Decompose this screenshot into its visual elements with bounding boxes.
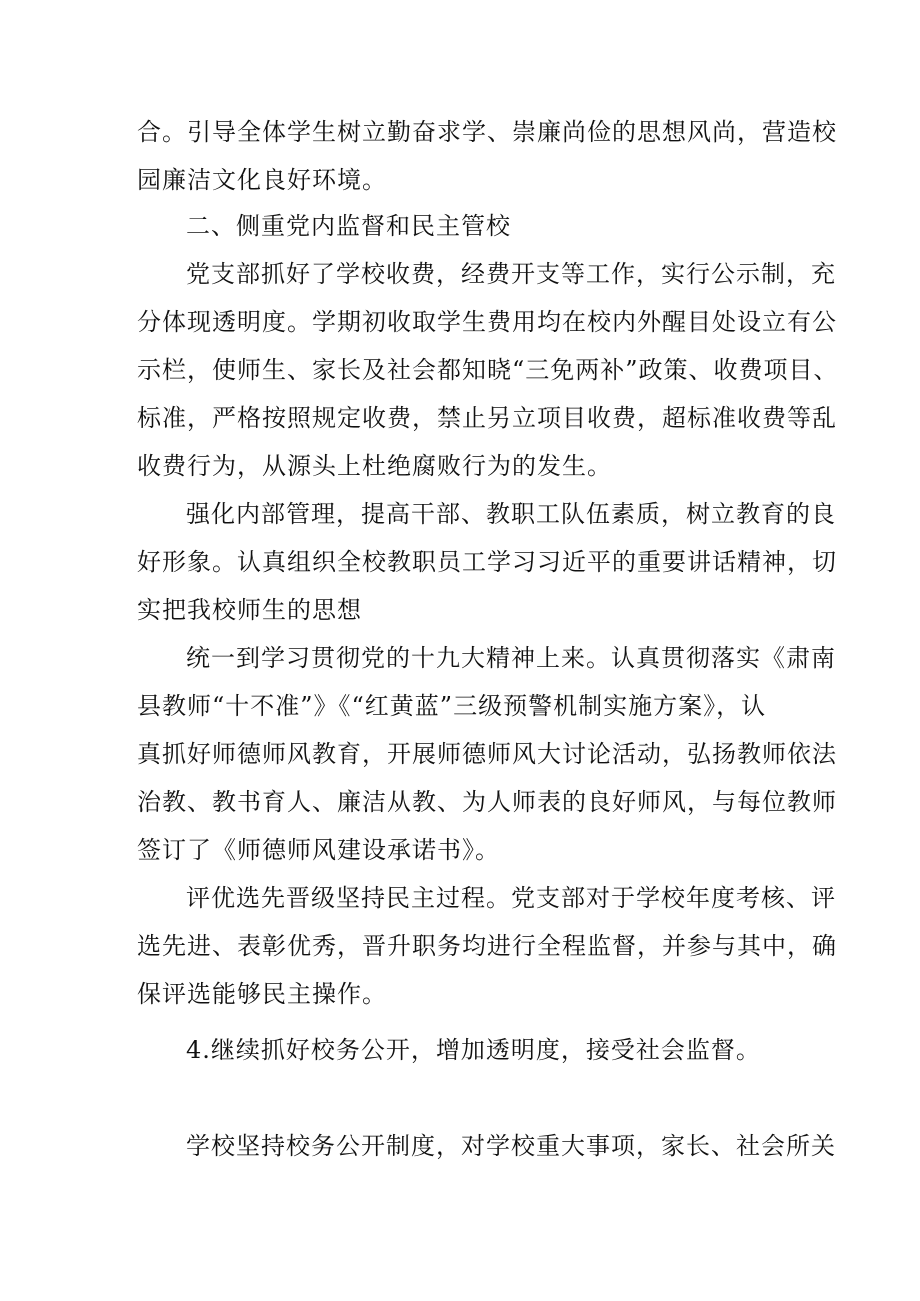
- text-line: 示栏，使师生、家长及社会都知晓“三免两补”政策、收费项目、: [137, 356, 839, 384]
- numbered-heading: 4.继续抓好校务公开，增加透明度，接受社会监督。: [186, 1036, 761, 1064]
- text-line: 评优选先晋级坚持民主过程。党支部对于学校年度考核、评: [186, 884, 836, 912]
- text-line: 标准，严格按照规定收费，禁止另立项目收费，超标准收费等乱: [137, 404, 837, 432]
- text-line: 实把我校师生的思想: [137, 596, 362, 624]
- text-line: 治教、教书育人、廉洁从教、为人师表的良好师风，与每位教师: [137, 788, 837, 816]
- text-line: 强化内部管理，提高干部、教职工队伍素质，树立教育的良: [186, 500, 836, 528]
- text-line: 真抓好师德师风教育，开展师德师风大讨论活动，弘扬教师依法: [137, 740, 837, 768]
- text-line: 党支部抓好了学校收费，经费开支等工作，实行公示制，充: [186, 260, 836, 288]
- text-line: 选先进、表彰优秀，晋升职务均进行全程监督，并参与其中，确: [137, 932, 837, 960]
- section-heading: 二、侧重党内监督和民主管校: [186, 212, 511, 240]
- text-line: 分体现透明度。学期初收取学生费用均在校内外醒目处设立有公: [137, 308, 837, 336]
- text-line: 园廉洁文化良好环境。: [137, 166, 387, 194]
- text-line: 统一到学习贯彻党的十九大精神上来。认真贯彻落实《肃南: [186, 644, 836, 672]
- text-line: 合。引导全体学生树立勤奋求学、崇廉尚俭的思想风尚，营造校: [137, 118, 837, 146]
- text-line: 好形象。认真组织全校教职员工学习习近平的重要讲话精神，切: [137, 548, 837, 576]
- text-line: 签订了《师德师风建设承诺书》。: [137, 836, 500, 864]
- text-line: 保评选能够民主操作。: [137, 980, 387, 1008]
- text-line: 县教师“十不准”》《“红黄蓝”三级预警机制实施方案》，认: [137, 692, 767, 720]
- text-line: 收费行为，从源头上杜绝腐败行为的发生。: [137, 452, 612, 480]
- text-line: 学校坚持校务公开制度，对学校重大事项，家长、社会所关: [186, 1132, 836, 1160]
